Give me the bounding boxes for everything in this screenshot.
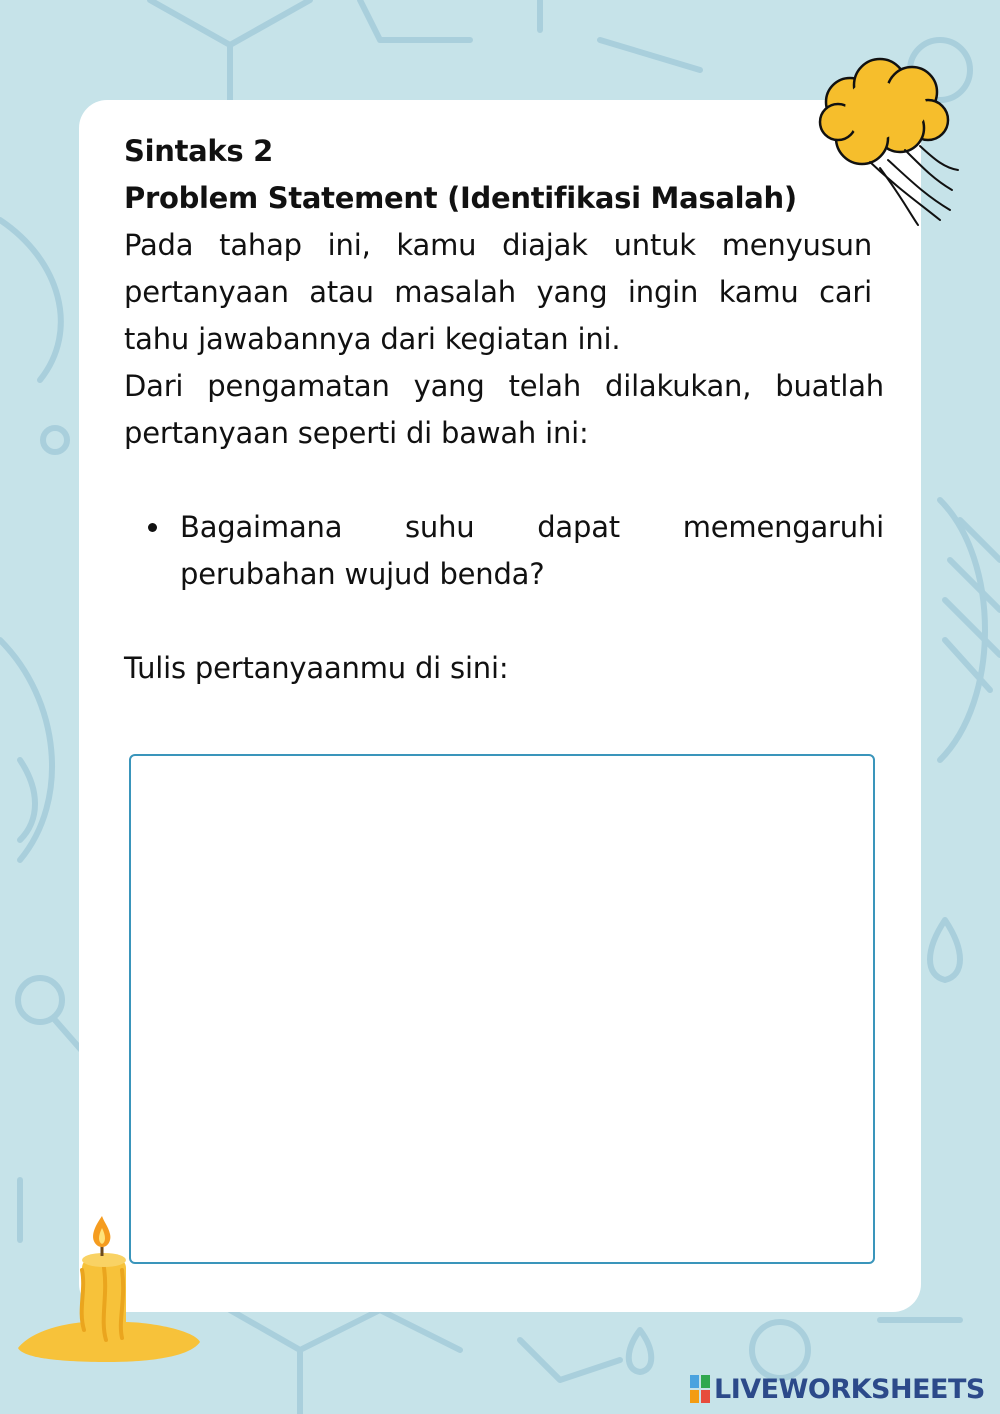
list-item bbox=[124, 504, 884, 598]
example-question-list bbox=[124, 504, 884, 598]
instruction-paragraph: Dari pengamatan yang telah dilakukan, buatlah pertanyaan seperti di bawah ini: bbox=[124, 369, 884, 450]
example-question: Bagaimana suhu dapat memengaruhi perubahan wujud benda? bbox=[180, 510, 884, 591]
answer-input[interactable] bbox=[129, 754, 875, 1264]
bullet-icon bbox=[148, 523, 157, 532]
answer-prompt: Tulis pertanyaanmu di sini: bbox=[124, 651, 509, 685]
candle-icon bbox=[14, 1210, 204, 1370]
liveworksheets-logo bbox=[690, 1372, 985, 1406]
section-title: Sintaks 2 bbox=[124, 134, 274, 168]
logo-mark-icon bbox=[690, 1375, 710, 1403]
logo-text: LIVEWORKSHEETS bbox=[714, 1373, 985, 1405]
intro-paragraph: Pada tahap ini, kamu diajak untuk menyusun pertanyaan atau masalah yang ingin kamu cari tahu jawabannya dari kegiatan ini. bbox=[124, 228, 872, 356]
cloud-icon bbox=[800, 50, 960, 230]
worksheet-content bbox=[124, 128, 884, 692]
section-subtitle: Problem Statement (Identifikasi Masalah) bbox=[124, 181, 797, 215]
